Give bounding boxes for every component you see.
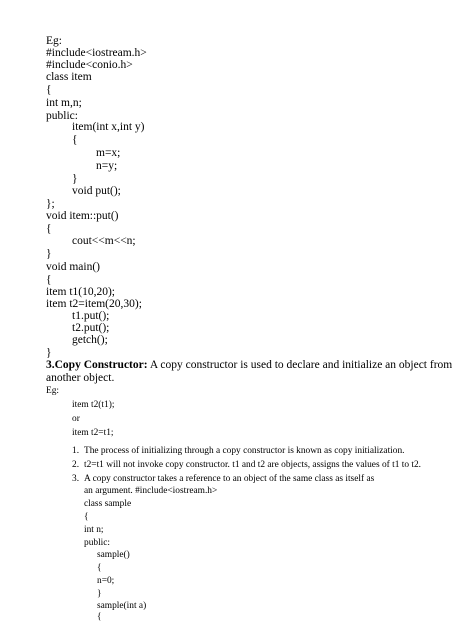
example-label: Eg: xyxy=(46,386,60,396)
code-line: getch(); xyxy=(72,334,108,346)
code-line: n=0; xyxy=(97,576,115,586)
code-line: item t1(10,20); xyxy=(46,286,115,298)
code-line: class sample xyxy=(84,499,132,509)
code-line: t2.put(); xyxy=(72,322,110,334)
code-line: n=y; xyxy=(96,160,118,172)
code-line: m=x; xyxy=(96,147,121,159)
code-line: #include<conio.h> xyxy=(46,59,133,71)
point-text: A copy constructor takes a reference to an object of the same class as itself as xyxy=(84,474,375,484)
example-line: item t2=t1; xyxy=(72,428,114,438)
section-text: A copy constructor is used to declare and initialize an object from xyxy=(147,359,453,371)
code-line: void main() xyxy=(46,261,100,273)
section-text-continued: another object. xyxy=(46,372,115,384)
code-line: { xyxy=(72,134,78,146)
code-line: public: xyxy=(84,538,111,548)
code-line: void item::put() xyxy=(46,210,119,222)
code-line: t1.put(); xyxy=(72,310,110,322)
code-line: } xyxy=(46,347,52,359)
code-line: } xyxy=(97,589,102,599)
code-line: int m,n; xyxy=(46,97,82,109)
code-line: void put(); xyxy=(72,185,121,197)
point-number: 1. xyxy=(72,446,80,456)
example-line: or xyxy=(72,414,80,424)
code-line: }; xyxy=(46,198,55,210)
code-line: an argument. #include<iostream.h> xyxy=(84,486,218,496)
code-line: { xyxy=(46,84,52,96)
code-line: class item xyxy=(46,71,92,83)
code-line: } xyxy=(72,173,78,185)
code-line: item t2=item(20,30); xyxy=(46,298,142,310)
code-line: int n; xyxy=(84,525,104,535)
code-line: cout<<m<<n; xyxy=(72,235,136,247)
code-line: { xyxy=(84,512,89,522)
code-line: { xyxy=(46,274,52,286)
code-line: public: xyxy=(46,110,78,122)
section-heading xyxy=(46,360,452,372)
point-number: 2. xyxy=(72,460,80,470)
point-text: t2=t1 will not invoke copy constructor. t1 and t2 are objects, assigns the values of t1 to t2. xyxy=(84,460,422,470)
code-line: { xyxy=(46,223,52,235)
code-line: } xyxy=(46,248,52,260)
code-line: item(int x,int y) xyxy=(72,121,145,133)
section-title: 3.Copy Constructor: xyxy=(46,359,148,371)
code-line: sample(int a) xyxy=(97,601,147,611)
point-number: 3. xyxy=(72,474,80,484)
code-line: { xyxy=(97,563,102,573)
code-line: Eg: xyxy=(46,35,62,47)
code-line: { xyxy=(97,612,102,622)
example-line: item t2(t1); xyxy=(72,400,115,410)
point-text: The process of initializing through a copy constructor is known as copy initialization. xyxy=(84,446,405,456)
code-line: sample() xyxy=(97,550,130,560)
code-line: #include<iostream.h> xyxy=(46,47,147,59)
